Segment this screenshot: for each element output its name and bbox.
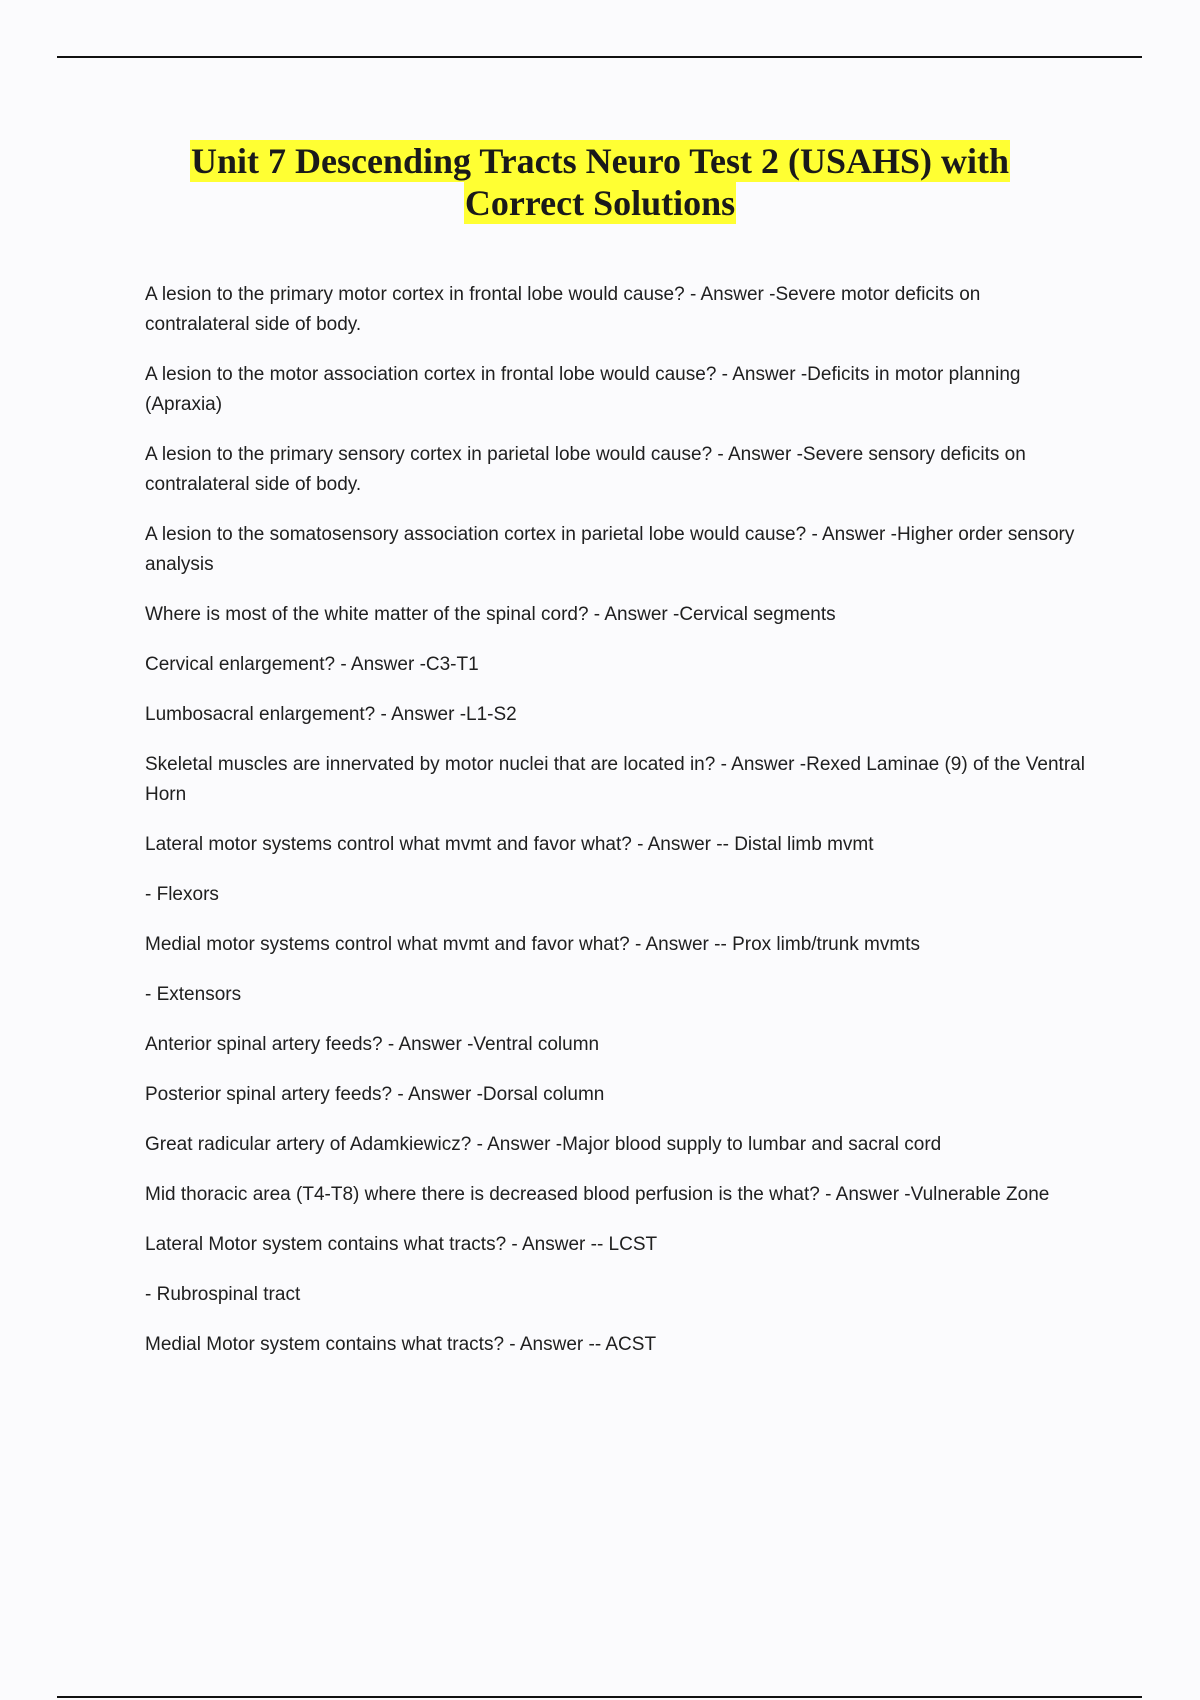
- qa-item: - Rubrospinal tract: [145, 1284, 301, 1305]
- qa-item: Lumbosacral enlargement? - Answer -L1-S2: [145, 704, 517, 725]
- qa-item: Lateral motor systems control what mvmt and favor what? - Answer -- Distal limb mvmt: [145, 834, 874, 855]
- qa-list: [145, 280, 1090, 1380]
- qa-item: A lesion to the somatosensory association cortex in parietal lobe would cause? - Answer -Higher order sensory analysis: [145, 524, 1075, 575]
- qa-item: Skeletal muscles are innervated by motor nuclei that are located in? - Answer -Rexed Laminae (9) of the Ventral Horn: [145, 754, 1085, 805]
- qa-item: Anterior spinal artery feeds? - Answer -Ventral column: [145, 1034, 600, 1055]
- qa-item: Great radicular artery of Adamkiewicz? - Answer -Major blood supply to lumbar and sacral cord: [145, 1134, 942, 1155]
- title-line-1: Unit 7 Descending Tracts Neuro Test 2 (USAHS) with: [190, 141, 1010, 181]
- qa-item: - Flexors: [145, 884, 219, 905]
- qa-item: Lateral Motor system contains what tracts? - Answer -- LCST: [145, 1234, 658, 1255]
- qa-item: Where is most of the white matter of the spinal cord? - Answer -Cervical segments: [145, 604, 836, 625]
- top-rule: [57, 56, 1142, 58]
- bottom-rule: [57, 1696, 1142, 1698]
- qa-item: A lesion to the primary sensory cortex in parietal lobe would cause? - Answer -Severe sensory deficits on contralateral side of body.: [145, 444, 1026, 495]
- qa-item: A lesion to the primary motor cortex in frontal lobe would cause? - Answer -Severe motor deficits on contralateral side of body.: [145, 284, 981, 335]
- qa-item: Medial motor systems control what mvmt and favor what? - Answer -- Prox limb/trunk mvmts: [145, 934, 920, 955]
- qa-item: - Extensors: [145, 984, 242, 1005]
- qa-item: Posterior spinal artery feeds? - Answer -Dorsal column: [145, 1084, 605, 1105]
- qa-item: Medial Motor system contains what tracts? - Answer -- ACST: [145, 1334, 657, 1355]
- page-title: [0, 140, 1200, 224]
- qa-item: Cervical enlargement? - Answer -C3-T1: [145, 654, 479, 675]
- qa-item: A lesion to the motor association cortex in frontal lobe would cause? - Answer -Deficits in motor planning (Apraxia): [145, 364, 1021, 415]
- qa-item: Mid thoracic area (T4-T8) where there is decreased blood perfusion is the what? - Answer -Vulnerable Zone: [145, 1184, 1050, 1205]
- title-line-2: Correct Solutions: [464, 183, 736, 223]
